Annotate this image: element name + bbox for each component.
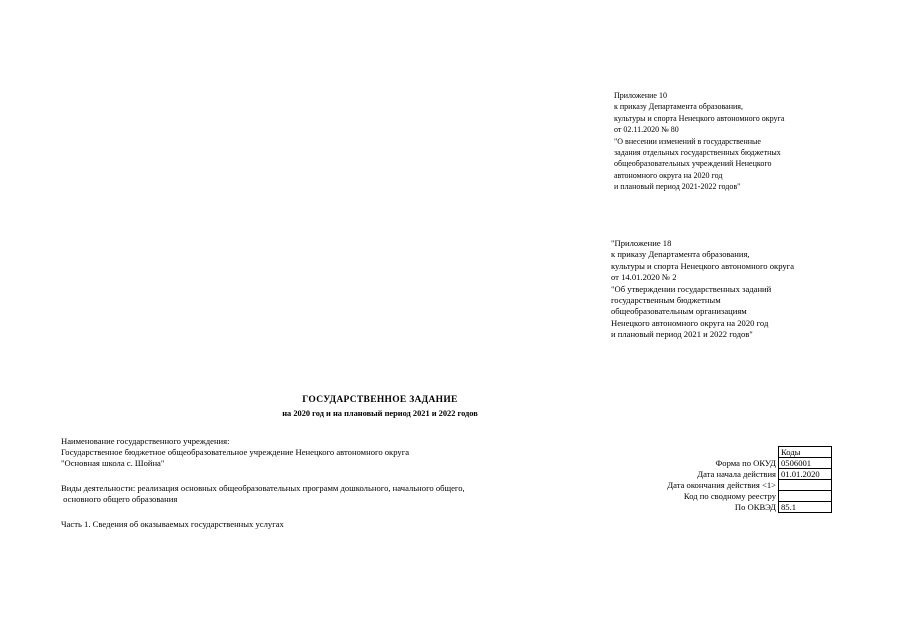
code-label-start-date: Дата начала действия — [697, 469, 776, 479]
codes-header: Коды — [779, 447, 832, 458]
institution-name-line1: Государственное бюджетное общеобразовательное учреждение Ненецкого автономного округа — [61, 447, 410, 458]
activity-section — [61, 483, 465, 505]
appendix-10-line: "О внесении изменений в государственные — [614, 136, 761, 146]
code-value-end-date — [779, 480, 832, 491]
institution-section — [61, 436, 409, 470]
code-label-okved: По ОКВЭД — [734, 502, 776, 512]
appendix-10-line: Приложение 10 — [614, 91, 667, 100]
part-1-heading: Часть 1. Сведения об оказываемых государственных услугах — [61, 519, 284, 529]
code-value-start-date: 01.01.2020 — [779, 469, 832, 480]
appendix-18-line: "Об утверждении государственных заданий — [611, 283, 772, 294]
document-title-sub: на 2020 год и на плановый период 2021 и 2022 годов — [282, 409, 478, 418]
appendix-18-line: общеобразовательным организациям — [611, 306, 747, 317]
appendix-18-line: культуры и спорта Ненецкого автономного округа — [611, 260, 795, 271]
appendix-10-header — [614, 90, 784, 193]
appendix-18-line: Ненецкого автономного округа на 2020 год — [611, 317, 769, 328]
codes-table — [778, 446, 832, 513]
appendix-10-line: от 02.11.2020 № 80 — [614, 125, 679, 135]
appendix-10-line: к приказу Департамента образования, — [614, 102, 743, 112]
code-label-registry: Код по сводному реестру — [683, 491, 776, 501]
appendix-10-line: общеобразовательных учреждений Ненецкого — [614, 159, 772, 169]
institution-label: Наименование государственного учреждения: — [61, 436, 230, 446]
codes-labels — [560, 458, 776, 513]
appendix-18-line: "Приложение 18 — [611, 238, 672, 248]
appendix-10-line: задания отдельных государственных бюджетных — [614, 148, 781, 158]
document-title-main: ГОСУДАРСТВЕННОЕ ЗАДАНИЕ — [302, 395, 458, 405]
appendix-18-line: к приказу Департамента образования, — [611, 249, 750, 260]
institution-name-line2: "Основная школа с. Шойна" — [61, 458, 165, 469]
document-title — [180, 395, 580, 418]
appendix-18-header — [611, 238, 794, 341]
activity-line1: Виды деятельности: реализация основных общеобразовательных программ дошкольного, начального общего, — [61, 483, 465, 493]
appendix-10-line: автономного округа на 2020 год — [614, 170, 723, 180]
code-value-registry — [779, 491, 832, 502]
code-label-okud: Форма по ОКУД — [715, 458, 776, 468]
appendix-18-line: от 14.01.2020 № 2 — [611, 272, 677, 283]
activity-line2: основного общего образования — [61, 494, 178, 505]
appendix-10-line: и плановый период 2021-2022 годов" — [614, 182, 741, 192]
appendix-18-line: и плановый период 2021 и 2022 годов" — [611, 329, 753, 340]
code-value-okud: 0506001 — [779, 458, 832, 469]
code-label-end-date: Дата окончания действия <1> — [667, 480, 776, 490]
appendix-18-line: государственным бюджетным — [611, 295, 721, 306]
appendix-10-line: культуры и спорта Ненецкого автономного округа — [614, 113, 785, 123]
code-value-okved: 85.1 — [779, 502, 832, 513]
